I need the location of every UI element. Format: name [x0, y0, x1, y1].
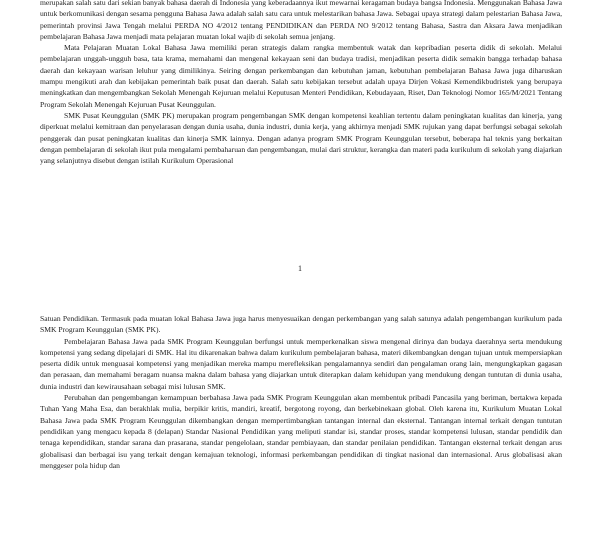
page1-text-block [40, 0, 562, 166]
paragraph: SMK Pusat Keunggulan (SMK PK) merupakan program pengembangan SMK dengan kompetensi keahlian tertentu dalam peningkatan kualitas dan kinerja, yang diperkuat melalui kemitraan dan penyelarasan dengan dunia usaha, dunia industri, dunia kerja, yang akhirnya menjadi SMK rujukan yang dapat berfungsi sebagai sekolah penggerak dan pusat peningkatan kualitas dan kinerja SMK lainnya. Dengan adanya program SMK Program Keunggulan tersebut, beberapa hal teknis yang berkaitan dengan pembelajaran di sekolah ikut pula mengalami pembaharuan dan pengembangan, mulai dari struktur, kerangka dan materi pada kurikulum di sekolah yang diajarkan yang selanjutnya disebut dengan istilah Kurikulum Operasional [40, 110, 562, 166]
page2-text-block [40, 313, 562, 471]
paragraph: Pembelajaran Bahasa Jawa pada SMK Program Keunggulan berfungsi untuk memperkenalkan siswa mengenal dirinya dan budaya daerahnya serta mendukung kompetensi yang sedang dipelajari di SMK. Hal itu dikarenakan bahwa dalam kurikulum pembelajaran bahasa, materi dikembangkan dengan tujuan untuk mempersiapkan peserta didik untuk menguasai kompetensi yang menjadikan mereka mampu merefleksikan pengalamannya sendiri dan pengalaman orang lain, mengungkapkan gagasan dan perasaan, dan memahami beragam nuansa makna dalam bahasa yang diajarkan untuk diterapkan dalam kehidupan yang mendukung dengan tuntutan di dunia usaha, dunia industri dan kewirausahaan sebagai misi lulusan SMK. [40, 336, 562, 391]
paragraph: Perubahan dan pengembangan kemampuan berbahasa Jawa pada SMK Program Keunggulan akan membentuk pribadi Pancasila yang beriman, bertakwa kepada Tuhan Yang Maha Esa, dan berakhlak mulia, berpikir kritis, mandiri, kreatif, bergotong royong, dan berkebinekaan global. Oleh karena itu, Kurikulum Muatan Lokal Bahasa Jawa pada SMK Program Keunggulan dikembangkan dengan mempertimbangkan tantangan internal dan eksternal. Tantangan internal terkait dengan tuntutan pendidikan yang mengacu kepada 8 (delapan) Standar Nasional Pendidikan yang meliputi standar isi, standar proses, standar kompetensi lulusan, standar pendidik dan tenaga kependidikan, standar sarana dan prasarana, standar pengelolaan, standar pembiayaan, dan standar penilaian pendidikan. Tantangan eksternal terkait dengan arus globalisasi dan berbagai isu yang terkait dengan kemajuan teknologi, informasi perkembangan pendidikan di tingkat nasional dan internasional. Arus globalisasi akan menggeser pola hidup dan [40, 393, 562, 470]
paragraph: Satuan Pendidikan. Termasuk pada muatan lokal Bahasa Jawa juga harus menyesuaikan dengan perkembangan yang salah satunya adalah pengembangan kurikulum pada SMK Program Keunggulan (SMK PK). [40, 314, 562, 335]
page-number: 1 [298, 264, 302, 273]
paragraph: Mata Pelajaran Muatan Lokal Bahasa Jawa memiliki peran strategis dalam rangka membentuk watak dan kepribadian peserta didik di sekolah. Melalui pembelajaran unggah-ungguh basa, tata krama, memahami dan mengenal kekayaan seni dan budaya tradisi, menjadikan peserta didik semakin bangga terhadap bahasa daerah dan kekayaan warisan leluhur yang dimilikinya. Seiring dengan perkembangan dan kebutuhan jaman, kebutuhan pembelajaran Bahasa Jawa juga diharuskan mampu mengikuti arah dan kebijakan pemerintah baik pusat dan daerah. Salah satu kebijakan tersebut adalah upaya Dirjen Vokasi Kemendikbudristek yang berupaya meningkatkan dan mengembangkan Sekolah Menengah Kejuruan melalui Keputusan Menteri Pendidikan, Kebudayaan, Riset, Dan Teknologi Nomor 165/M/2021 Tentang Program Sekolah Menengah Kejuruan Pusat Keunggulan. [40, 43, 562, 109]
paragraph: merupakan salah satu dari sekian banyak bahasa daerah di Indonesia yang keberadaannya ikut mewarnai keragaman budaya bangsa Indonesia. Menggunakan Bahasa Jawa untuk berkomunikasi dengan sesama pengguna Bahasa Jawa adalah salah satu cara untuk melestarikan bahasa Jawa. Sebagai upaya strategi dalam pelestarian Bahasa Jawa, pemerintah provinsi Jawa Tengah melalui PERDA NO 4/2012 tentang PENDIDIKAN dan PERDA NO 9/2012 tentang Bahasa, Sastra dan Aksara Jawa menjadikan pembelajaran Bahasa Jawa menjadi mata pelajaran muatan lokal wajib di sekolah semua jenjang. [40, 0, 562, 41]
